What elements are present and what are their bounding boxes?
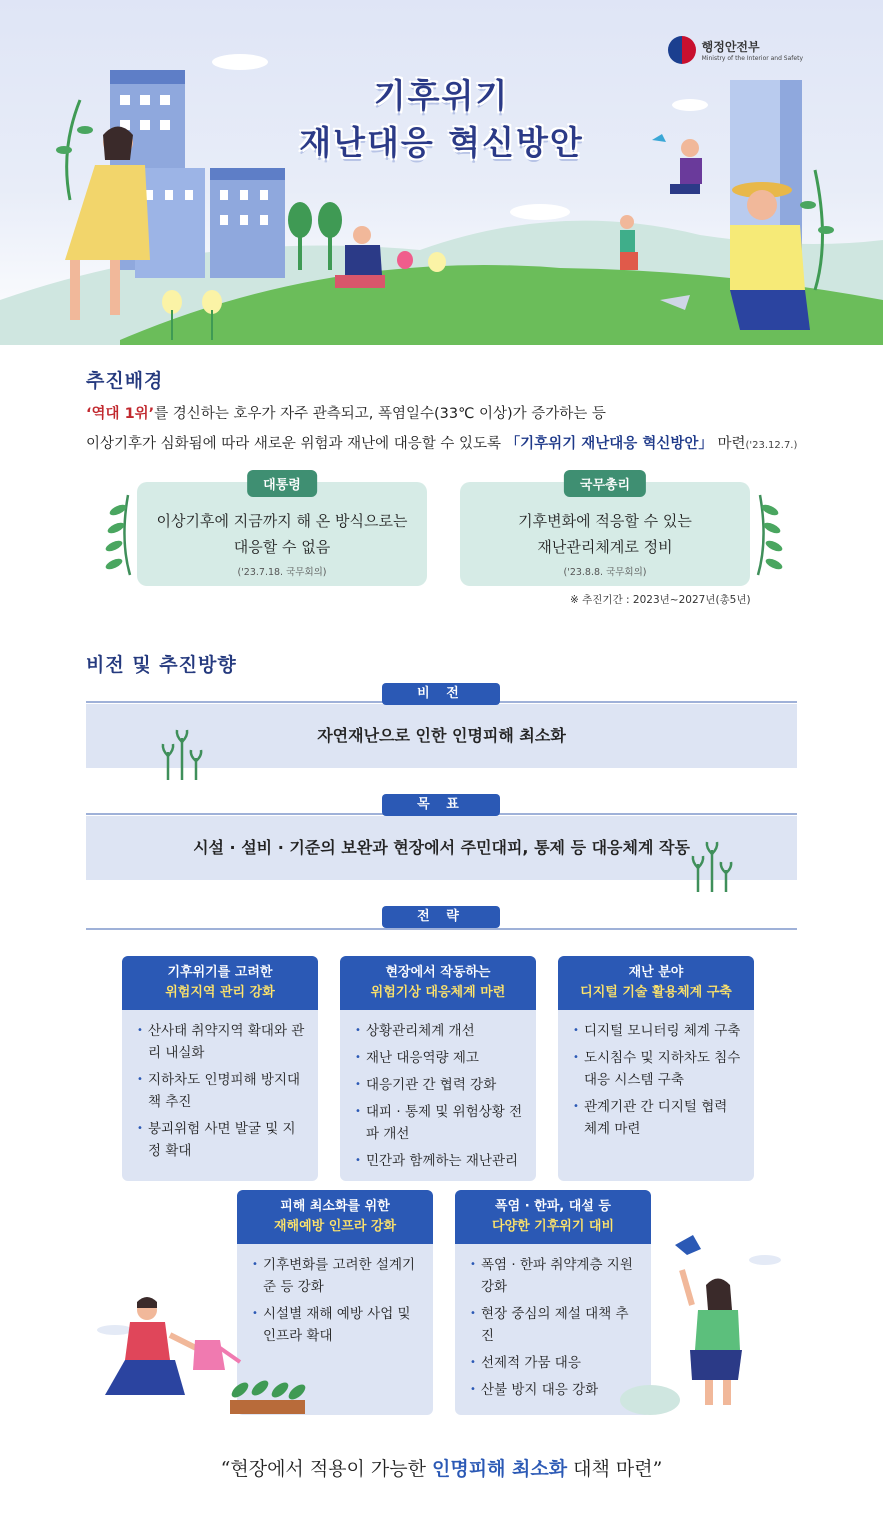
- strategy-item: • 관계기관 간 디지털 협력 체계 마련: [574, 1096, 744, 1140]
- ministry-name-ko: 행정안전부: [701, 40, 760, 54]
- vision-tag: 비 전: [382, 683, 500, 705]
- strategy-title-line1: 재난 분야: [628, 965, 684, 980]
- statement-text-line2: 재난관리체계로 정비: [537, 538, 673, 556]
- strategy-title-line1: 폭염 · 한파, 대설 등: [495, 1199, 611, 1214]
- strategy-item: • 산불 방지 대응 강화: [471, 1379, 641, 1401]
- strategy-item: • 선제적 가뭄 대응: [471, 1352, 641, 1374]
- sprout-icon: [160, 728, 210, 782]
- goal-text: 시설 · 설비 · 기준의 보완과 현장에서 주민대피, 통제 등 대응체계 작동: [193, 838, 690, 857]
- ministry-logo: [668, 36, 803, 64]
- background-line-2: [86, 432, 797, 453]
- left-leaf-sprig-icon: [100, 490, 140, 580]
- section-heading-background: 추진배경: [86, 370, 164, 392]
- goal-tag: 목 표: [382, 794, 500, 816]
- implementation-period: ※ 추진기간 : 2023년~2027년(총5년): [570, 594, 751, 606]
- government-emblem-icon: [668, 36, 696, 64]
- strategy-item: • 지하차도 인명피해 방지대책 추진: [138, 1069, 308, 1113]
- prime-minister-statement: [460, 478, 750, 586]
- strategy-title-line1: 현장에서 작동하는: [385, 965, 491, 980]
- announcement-date: ('23.12.7.): [745, 440, 798, 451]
- background-line-2-prefix: 이상기후가 심화됨에 따라 새로운 위험과 재난에 대응할 수 있도록: [86, 436, 506, 452]
- strategy-item: • 디지털 모니터링 체계 구축: [574, 1020, 744, 1042]
- strategy-title-line1: 기후위기를 고려한: [167, 965, 273, 980]
- ministry-name-en: Ministry of the Interior and Safety: [701, 55, 803, 62]
- plan-name-highlight: 「기후위기 재난대응 혁신방안」: [505, 436, 713, 452]
- strategy-item: • 기후변화를 고려한 설계기준 등 강화: [253, 1254, 423, 1298]
- strategy-card-3: [558, 956, 754, 1181]
- strategy-item: • 폭염 · 한파 취약계층 지원 강화: [471, 1254, 641, 1298]
- statement-text-line2: 대응할 수 없음: [233, 538, 331, 556]
- president-statement: [137, 478, 427, 586]
- background-line-1-text: 를 경신하는 호우가 자주 관측되고, 폭염일수(33℃ 이상)가 증가하는 등: [154, 406, 606, 422]
- strategy-item: • 도시침수 및 지하차도 침수 대응 시스템 구축: [574, 1047, 744, 1091]
- right-leaf-sprig-icon: [748, 490, 788, 580]
- vision-text: 자연재난으로 인한 인명피해 최소화: [317, 726, 566, 745]
- strategy-item: • 시설별 재해 예방 사업 및 인프라 확대: [253, 1303, 423, 1347]
- strategy-item: • 재난 대응역량 제고: [356, 1047, 526, 1069]
- strategy-title-line2: 디지털 기술 활용체계 구축: [580, 985, 732, 1000]
- statement-text-line1: 기후변화에 적응할 수 있는: [518, 512, 692, 530]
- hero-title-line1: 기후위기: [373, 76, 510, 115]
- strategy-title-line2: 위험지역 관리 강화: [165, 985, 275, 1000]
- sprout-icon: [690, 840, 740, 894]
- strategy-title-line2: 재해예방 인프라 강화: [273, 1219, 397, 1234]
- strategy-title-line2: 다양한 기후위기 대비: [491, 1219, 615, 1234]
- strategy-card-2: [340, 956, 536, 1181]
- strategy-item: • 대피 · 통제 및 위험상황 전파 개선: [356, 1101, 526, 1145]
- record-highlight: ‘역대 1위’: [86, 406, 155, 422]
- hero-banner: [0, 0, 883, 345]
- speaker-badge-president: 대통령: [247, 470, 317, 497]
- statement-date: ('23.7.18. 국무회의): [237, 567, 327, 578]
- strategy-tag: 전 략: [382, 906, 500, 928]
- speaker-badge-prime-minister: 국무총리: [564, 470, 646, 497]
- hero-title-line2: 재난대응 혁신방안: [299, 123, 584, 162]
- strategy-item: • 붕괴위험 사면 발굴 및 지정 확대: [138, 1118, 308, 1162]
- watering-person-illustration: [85, 1290, 315, 1420]
- divider-line: [86, 928, 797, 930]
- statement-text-line1: 이상기후에 지금까지 해 온 방식으로는: [156, 512, 408, 530]
- background-line-1: [86, 402, 606, 423]
- strategy-item: • 산사태 취약지역 확대와 관리 내실화: [138, 1020, 308, 1064]
- quote-highlight: 인명피해 최소화: [432, 1458, 568, 1480]
- bird-person-illustration: [620, 1230, 800, 1420]
- strategy-item: • 대응기관 간 협력 강화: [356, 1074, 526, 1096]
- strategy-card-1: [122, 956, 318, 1181]
- strategy-title-line2: 위험기상 대응체계 마련: [370, 985, 506, 1000]
- strategy-item: • 민간과 함께하는 재난관리: [356, 1150, 526, 1172]
- strategy-title-line1: 피해 최소화를 위한: [280, 1199, 390, 1214]
- strategy-item: • 상황관리체계 개선: [356, 1020, 526, 1042]
- quote-suffix: 대책 마련”: [567, 1458, 663, 1480]
- background-line-2-suffix: 마련: [712, 436, 746, 452]
- closing-quote: [0, 1454, 883, 1481]
- statement-date: ('23.8.8. 국무회의): [563, 567, 647, 578]
- quote-prefix: “현장에서 적용이 가능한: [220, 1458, 433, 1480]
- section-heading-vision: 비전 및 추진방향: [86, 654, 237, 676]
- strategy-item: • 현장 중심의 제설 대책 추진: [471, 1303, 641, 1347]
